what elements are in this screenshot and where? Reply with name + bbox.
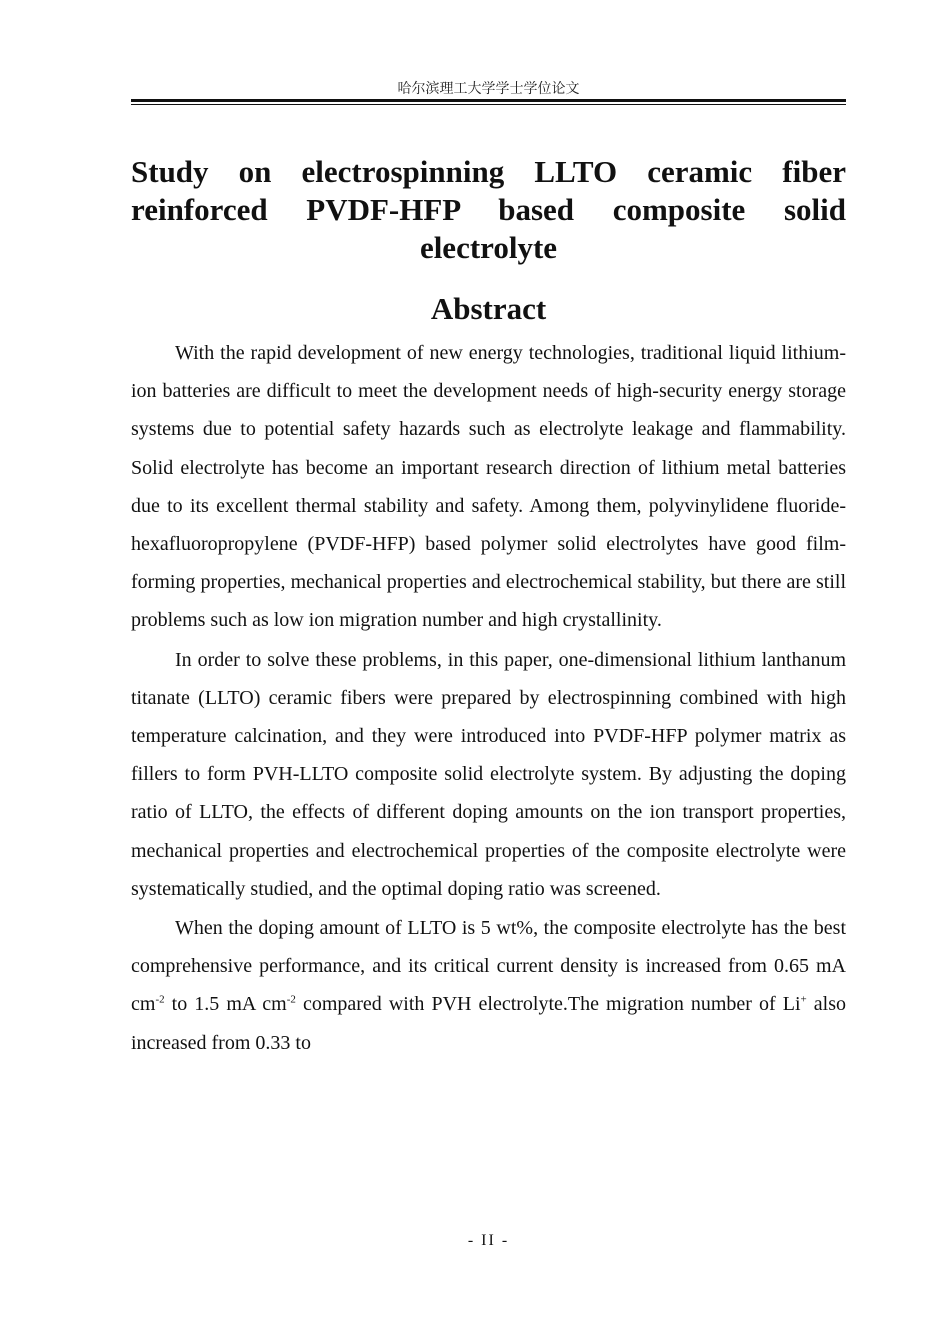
abstract-paragraph-2: In order to solve these problems, in this paper, one-dimensional lithium lanthanum titanate (LLTO) ceramic fibers were prepared by electrospinning combined with high temperature calcination, and they were introduced into PVDF-HFP polymer matrix as fillers to form PVH-LLTO composite solid electrolyte system. By adjusting the doping ratio of LLTO, the effects of different doping amounts on the ion transport properties, mechanical properties and electrochemical properties of the composite electrolyte were systematically studied, and the optimal doping ratio was screened.: [131, 648, 846, 900]
abstract-paragraph-3: [131, 909, 846, 1062]
paper-title: Study on electrospinning LLTO ceramic fiber reinforced PVDF-HFP based composite solid electrolyte: [131, 154, 846, 265]
header-rule-thin: [131, 104, 846, 105]
abstract-heading: Abstract: [430, 291, 547, 326]
abstract-paragraph-1: With the rapid development of new energy technologies, traditional liquid lithium-ion batteries are difficult to meet the development needs of high-security energy storage systems due to potential safety hazards such as electrolyte leakage and flammability. Solid electrolyte has become an important research direction of lithium metal batteries due to its excellent thermal stability and safety. Among them, polyvinylidene fluoride-hexafluoropropylene (PVDF-HFP) based polymer solid electrolytes have good film-forming properties, mechanical properties and electrochemical stability, but there are still problems such as low ion migration number and high crystallinity.: [131, 342, 846, 632]
p3-text-a: When the doping amount of LLTO is 5 wt%, the composite electrolyte has the best comprehensive performance, and its critical current density is increased from 0.65 mA cm: [131, 917, 846, 1016]
p3-sup-2: -2: [286, 993, 296, 1006]
p3-text-d: also increased from 0.33 to: [131, 993, 847, 1054]
header-rule-thick: [131, 99, 846, 102]
p3-text-b: to 1.5 mA cm: [164, 993, 287, 1016]
page-number: - II -: [467, 1232, 510, 1249]
p3-text-c: compared with PVH electrolyte.The migration number of Li: [295, 993, 801, 1016]
p3-sup-3: +: [800, 993, 807, 1006]
running-header: 哈尔滨理工大学学士学位论文: [397, 81, 580, 97]
abstract-body: [131, 334, 846, 1063]
p3-sup-1: -2: [155, 993, 165, 1006]
